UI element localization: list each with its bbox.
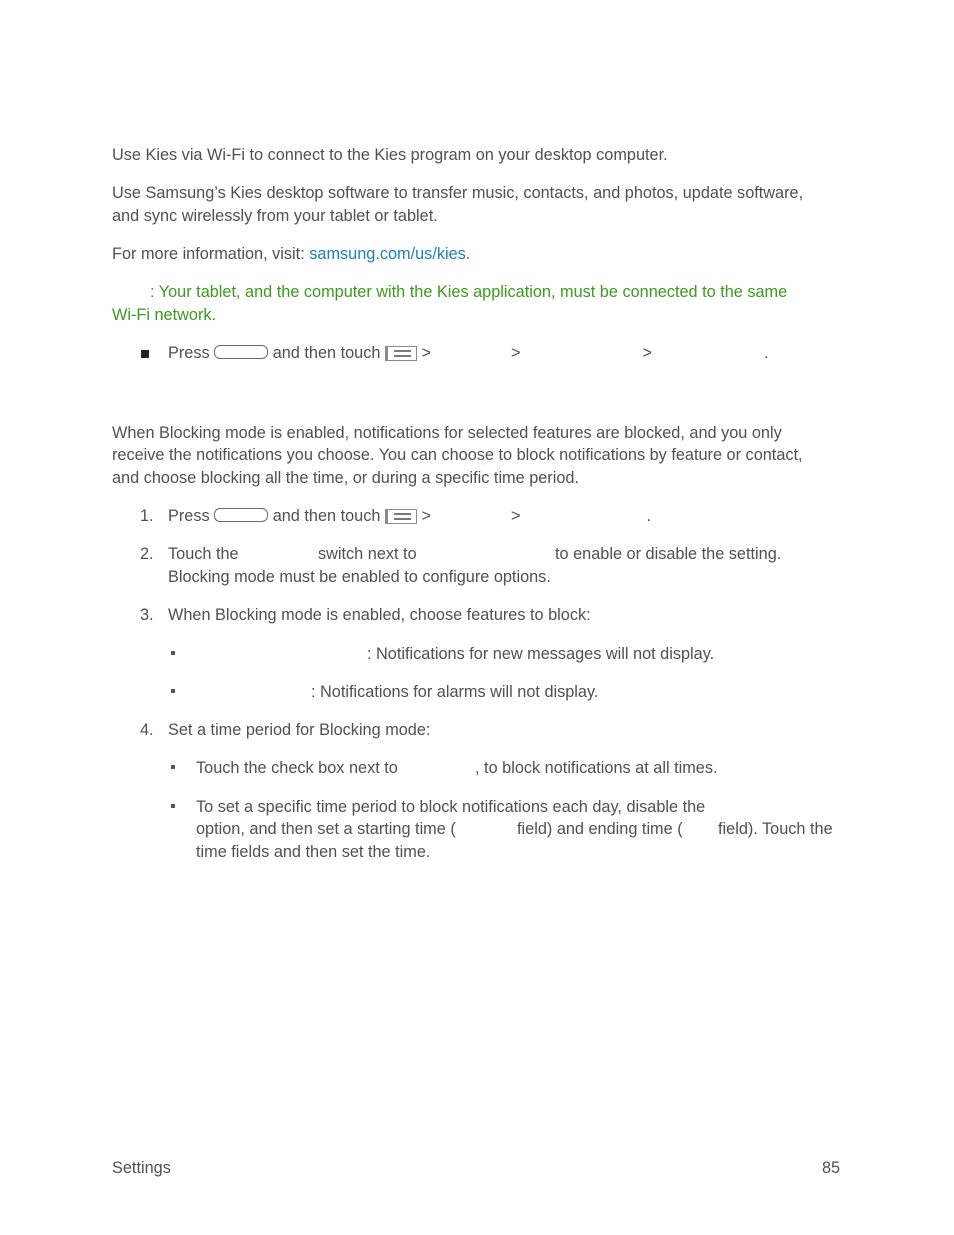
separator: > bbox=[421, 344, 431, 362]
home-key-icon bbox=[214, 345, 268, 359]
step-2-text-a: Touch the bbox=[168, 545, 239, 563]
home-key-icon bbox=[214, 508, 268, 522]
separator: > bbox=[511, 507, 521, 525]
step-1 bbox=[168, 506, 651, 526]
then-touch-label: and then touch bbox=[272, 344, 381, 362]
step-number: 2. bbox=[140, 545, 154, 563]
step-4-sub-2-line-2-a: option, and then set a starting time ( bbox=[196, 820, 456, 838]
step-4-sub-2-line-2-b: field) and ending time ( bbox=[517, 820, 683, 838]
kies-description-line-2: and sync wirelessly from your tablet or tablet. bbox=[112, 207, 438, 225]
step-end-period: . bbox=[646, 507, 652, 525]
step-4-sub-2-line-3: time fields and then set the time. bbox=[196, 843, 431, 861]
intro-text: Use Kies via Wi-Fi to connect to the Kies program on your desktop computer. bbox=[112, 146, 668, 164]
step-4-sub-1-b: , to block notifications at all times. bbox=[475, 759, 718, 777]
sub-bullet bbox=[171, 765, 175, 769]
sub-bullet bbox=[171, 689, 175, 693]
separator: > bbox=[511, 344, 521, 362]
step-number: 1. bbox=[140, 507, 154, 525]
note-line-2: Wi-Fi network. bbox=[112, 306, 217, 324]
kies-link-period: . bbox=[465, 245, 471, 263]
step-4-sub-1-a: Touch the check box next to bbox=[196, 759, 398, 777]
menu-key-icon bbox=[385, 346, 417, 361]
separator: > bbox=[421, 507, 431, 525]
step-4-sub-2-line-1: To set a specific time period to block notifications each day, disable the bbox=[196, 798, 706, 816]
then-touch-label: and then touch bbox=[272, 507, 381, 525]
step-3-text: When Blocking mode is enabled, choose features to block: bbox=[168, 606, 591, 624]
kies-step bbox=[168, 343, 769, 363]
separator: > bbox=[642, 344, 653, 362]
sub-bullet bbox=[171, 804, 175, 808]
kies-description-line-1: Use Samsung’s Kies desktop software to transfer music, contacts, and photos, update software, bbox=[112, 184, 804, 202]
step-2-line-2: Blocking mode must be enabled to configure options. bbox=[168, 568, 551, 586]
menu-key-icon bbox=[385, 509, 417, 524]
bullet-square bbox=[141, 350, 149, 358]
step-2-text-c: to enable or disable the setting. bbox=[555, 545, 782, 563]
page-number: 85 bbox=[822, 1159, 841, 1177]
footer-section: Settings bbox=[112, 1159, 171, 1177]
press-label: Press bbox=[168, 344, 210, 362]
step-number: 4. bbox=[140, 721, 154, 739]
step-3-sub-2: : Notifications for alarms will not display. bbox=[311, 683, 599, 701]
blocking-description-line-1: When Blocking mode is enabled, notifications for selected features are blocked, and you only bbox=[112, 424, 782, 442]
press-label: Press bbox=[168, 507, 210, 525]
blocking-description-line-2: receive the notifications you choose. You can choose to block notifications by feature or contact, bbox=[112, 446, 803, 464]
step-2-text-b: switch next to bbox=[318, 545, 417, 563]
more-info-label: For more information, visit: bbox=[112, 245, 310, 263]
blocking-description-line-3: and choose blocking all the time, or during a specific time period. bbox=[112, 469, 579, 487]
kies-link[interactable]: samsung.com/us/kies bbox=[309, 245, 466, 263]
more-info bbox=[112, 244, 470, 264]
step-number: 3. bbox=[140, 606, 154, 624]
step-4-sub-2-line-2-c: field). Touch the bbox=[718, 820, 833, 838]
step-4-text: Set a time period for Blocking mode: bbox=[168, 721, 431, 739]
step-end-period: . bbox=[764, 344, 769, 362]
note-line-1: : Your tablet, and the computer with the Kies application, must be connected to the same bbox=[150, 283, 788, 301]
step-3-sub-1: : Notifications for new messages will not display. bbox=[367, 645, 715, 663]
sub-bullet bbox=[171, 651, 175, 655]
